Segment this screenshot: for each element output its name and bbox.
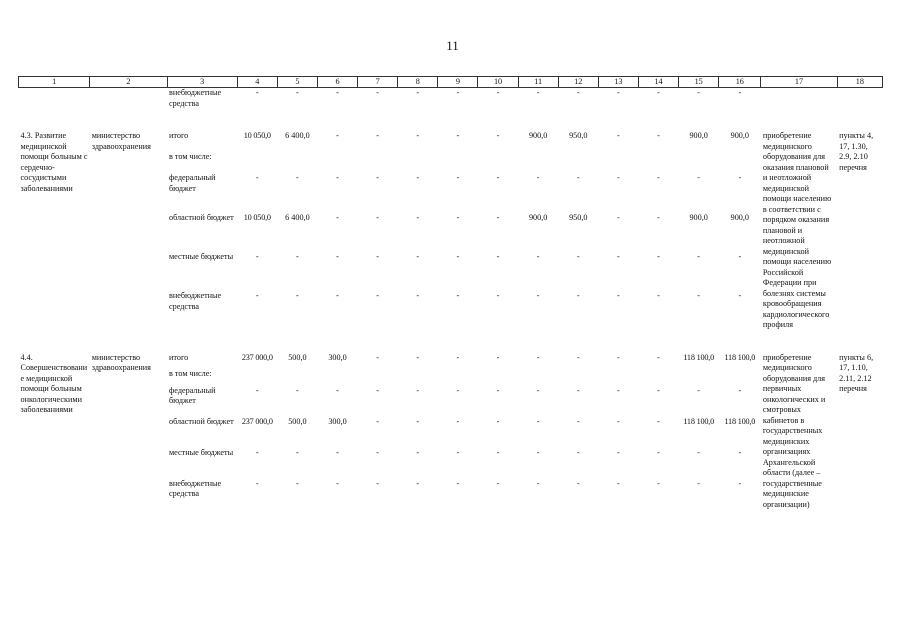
funding-source-label: федеральный бюджет: [169, 385, 216, 406]
value-cell: -: [496, 478, 500, 488]
value-cell: 900,0: [730, 212, 750, 222]
value-cell: -: [657, 173, 660, 183]
value-cell: -: [336, 212, 339, 222]
column-number-cell: 11: [518, 77, 558, 88]
value-cell: -: [416, 131, 420, 140]
funding-source-label: федеральный бюджет: [169, 173, 216, 193]
value-cell: -: [416, 291, 420, 301]
value-cell: -: [296, 251, 299, 261]
value-cell: -: [536, 88, 540, 97]
value-cell: -: [496, 212, 500, 222]
value-cell: -: [536, 416, 540, 426]
value-cell: [358, 152, 398, 173]
value-cell: -: [296, 88, 299, 97]
funding-source-label: областной бюджет: [169, 416, 234, 426]
value-cell: -: [496, 352, 500, 362]
value-cell: -: [456, 447, 460, 457]
column-number-row: [19, 77, 883, 88]
budget-row: [19, 131, 883, 152]
value-cell: -: [576, 385, 580, 395]
executor: министерство здравоохранения: [91, 352, 151, 372]
empty-cell: [19, 88, 90, 110]
spacer-row: [19, 109, 883, 131]
page-number: 11: [446, 38, 459, 53]
value-cell: -: [336, 173, 339, 183]
funding-source-label: местные бюджеты: [169, 251, 234, 261]
value-cell: [558, 369, 598, 386]
value-cell: -: [617, 131, 620, 140]
value-cell: -: [496, 447, 500, 457]
funding-source-label: внебюджетные средства: [169, 291, 222, 311]
value-cell: -: [376, 291, 380, 301]
column-number-cell: 12: [558, 77, 598, 88]
empty-cell: [761, 88, 837, 110]
value-cell: -: [697, 447, 701, 457]
value-cell: -: [376, 447, 380, 457]
value-cell: -: [255, 251, 259, 261]
value-cell: -: [456, 251, 460, 261]
column-number-cell: 9: [438, 77, 478, 88]
related-items: пункты 4, 17, 1.30, 2.9, 2.10 перечня: [839, 131, 874, 172]
value-cell: 950,0: [569, 212, 588, 222]
value-cell: -: [536, 291, 540, 301]
value-cell: -: [617, 212, 620, 222]
value-cell: -: [657, 352, 660, 362]
value-cell: 900,0: [730, 131, 750, 140]
funding-source-label: итого: [169, 131, 189, 140]
expected-result: приобретение медицинского оборудования для первичных онкологических и смотровых кабинетов в государственных медицинских организациях Архангельской области (далее – государственные медицинские организации): [762, 352, 826, 509]
value-cell: [237, 152, 277, 173]
funding-source-label: в том числе:: [169, 152, 212, 162]
value-cell: [398, 152, 438, 173]
value-cell: -: [617, 251, 620, 261]
value-cell: -: [416, 478, 420, 488]
value-cell: -: [697, 291, 701, 301]
column-number-cell: 8: [398, 77, 438, 88]
column-number-cell: 1: [19, 77, 90, 88]
budget-table: [18, 76, 883, 510]
value-cell: -: [456, 385, 460, 395]
value-cell: -: [536, 478, 540, 488]
column-number-cell: 13: [598, 77, 638, 88]
value-cell: -: [496, 291, 500, 301]
value-cell: 118 100,0: [683, 416, 714, 426]
value-cell: -: [657, 88, 660, 97]
value-cell: -: [576, 478, 580, 488]
value-cell: -: [456, 212, 460, 222]
value-cell: -: [336, 88, 339, 97]
value-cell: 900,0: [689, 131, 708, 140]
value-cell: -: [657, 416, 660, 426]
value-cell: -: [738, 385, 742, 395]
column-number-cell: 7: [358, 77, 398, 88]
value-cell: [598, 369, 638, 386]
funding-source-label: в том числе:: [169, 369, 212, 379]
value-cell: -: [456, 352, 460, 362]
value-cell: -: [738, 478, 742, 488]
value-cell: -: [738, 88, 742, 97]
value-cell: -: [456, 478, 460, 488]
value-cell: -: [336, 385, 339, 395]
value-cell: -: [416, 416, 420, 426]
value-cell: [317, 152, 357, 173]
value-cell: 950,0: [569, 131, 588, 140]
value-cell: -: [657, 212, 660, 222]
value-cell: [398, 369, 438, 386]
value-cell: 500,0: [288, 416, 307, 426]
value-cell: [478, 369, 518, 386]
empty-cell: [90, 88, 167, 110]
event-name: 4.3. Развитие медицинской помощи больным с сердечно-сосудистыми заболеваниями: [20, 131, 88, 193]
value-cell: -: [416, 88, 420, 97]
value-cell: -: [576, 251, 580, 261]
value-cell: [598, 152, 638, 173]
value-cell: -: [536, 352, 540, 362]
value-cell: [638, 152, 678, 173]
value-cell: 237 000,0: [241, 352, 273, 362]
value-cell: -: [657, 478, 660, 488]
value-cell: -: [296, 447, 299, 457]
value-cell: -: [496, 385, 500, 395]
value-cell: -: [496, 131, 500, 140]
value-cell: 118 100,0: [724, 416, 756, 426]
value-cell: -: [336, 478, 339, 488]
value-cell: 300,0: [328, 416, 347, 426]
value-cell: -: [657, 447, 660, 457]
value-cell: 6 400,0: [285, 212, 310, 222]
empty-cell: [837, 88, 882, 110]
value-cell: [478, 152, 518, 173]
value-cell: -: [296, 291, 299, 301]
value-cell: -: [456, 88, 460, 97]
value-cell: [679, 369, 719, 386]
value-cell: -: [657, 251, 660, 261]
value-cell: -: [738, 251, 742, 261]
column-number-cell: 4: [237, 77, 277, 88]
value-cell: -: [376, 173, 380, 183]
value-cell: 118 100,0: [724, 352, 756, 362]
value-cell: -: [617, 416, 620, 426]
value-cell: [719, 152, 761, 173]
column-number-cell: 10: [478, 77, 518, 88]
value-cell: 118 100,0: [683, 352, 714, 362]
value-cell: -: [697, 385, 701, 395]
value-cell: -: [536, 173, 540, 183]
executor: министерство здравоохранения: [91, 131, 151, 151]
value-cell: -: [576, 291, 580, 301]
value-cell: 237 000,0: [241, 416, 273, 426]
column-number-cell: 14: [638, 77, 678, 88]
value-cell: -: [697, 173, 701, 183]
value-cell: -: [536, 385, 540, 395]
value-cell: -: [456, 131, 460, 140]
value-cell: 6 400,0: [285, 131, 310, 140]
value-cell: [438, 369, 478, 386]
value-cell: [277, 369, 317, 386]
value-cell: -: [738, 447, 742, 457]
funding-source-label: местные бюджеты: [169, 447, 234, 457]
value-cell: -: [456, 416, 460, 426]
value-cell: -: [496, 251, 500, 261]
value-cell: -: [496, 173, 500, 183]
budget-row: [19, 353, 883, 370]
value-cell: -: [336, 291, 339, 301]
value-cell: -: [657, 131, 660, 140]
value-cell: -: [738, 173, 742, 183]
value-cell: -: [255, 173, 259, 183]
value-cell: -: [697, 478, 701, 488]
value-cell: [638, 369, 678, 386]
funding-source-label: итого: [169, 352, 189, 362]
value-cell: 900,0: [528, 131, 548, 140]
spacer-cell: [19, 109, 883, 131]
related-items: пункты 6, 17, 1.10, 2.11, 2.12 перечня: [839, 352, 874, 393]
value-cell: -: [255, 385, 259, 395]
value-cell: -: [536, 447, 540, 457]
value-cell: -: [376, 88, 380, 97]
funding-source-label: областной бюджет: [169, 212, 234, 222]
value-cell: -: [617, 291, 620, 301]
value-cell: -: [738, 291, 742, 301]
value-cell: -: [576, 173, 580, 183]
value-cell: -: [617, 352, 620, 362]
value-cell: -: [376, 478, 380, 488]
value-cell: -: [336, 131, 339, 140]
column-number-cell: 6: [317, 77, 357, 88]
value-cell: -: [657, 291, 660, 301]
value-cell: -: [617, 447, 620, 457]
value-cell: -: [255, 447, 259, 457]
value-cell: -: [416, 447, 420, 457]
value-cell: -: [697, 251, 701, 261]
value-cell: -: [376, 352, 380, 362]
value-cell: 500,0: [288, 352, 307, 362]
value-cell: [719, 369, 761, 386]
value-cell: [518, 152, 558, 173]
value-cell: -: [296, 478, 299, 488]
funding-source-label: внебюджетные средства: [169, 478, 222, 499]
value-cell: -: [576, 447, 580, 457]
value-cell: -: [376, 131, 380, 140]
value-cell: -: [336, 447, 339, 457]
value-cell: 900,0: [528, 212, 548, 222]
value-cell: -: [617, 173, 620, 183]
value-cell: -: [496, 88, 500, 97]
continuation-row: [19, 88, 883, 110]
column-number-cell: 5: [277, 77, 317, 88]
value-cell: [558, 152, 598, 173]
event-name: 4.4. Совершенствование медицинской помощи больным онкологическими заболеваниями: [20, 352, 88, 414]
value-cell: -: [617, 88, 620, 97]
value-cell: -: [496, 416, 500, 426]
value-cell: [438, 152, 478, 173]
value-cell: -: [576, 88, 580, 97]
value-cell: -: [617, 478, 620, 488]
value-cell: -: [376, 416, 380, 426]
value-cell: -: [456, 291, 460, 301]
value-cell: -: [255, 88, 259, 97]
value-cell: -: [376, 212, 380, 222]
value-cell: -: [697, 88, 701, 97]
value-cell: -: [296, 385, 299, 395]
value-cell: -: [336, 251, 339, 261]
value-cell: -: [255, 478, 259, 488]
value-cell: -: [657, 385, 660, 395]
column-number-cell: 18: [837, 77, 882, 88]
column-number-cell: 16: [719, 77, 761, 88]
value-cell: 300,0: [328, 352, 347, 362]
column-number-cell: 15: [679, 77, 719, 88]
value-cell: [679, 152, 719, 173]
column-number-cell: 3: [167, 77, 237, 88]
value-cell: -: [296, 173, 299, 183]
value-cell: [277, 152, 317, 173]
value-cell: -: [416, 385, 420, 395]
value-cell: -: [376, 385, 380, 395]
expected-result: приобретение медицинского оборудования для оказания плановой и неотложной медицинской помощи населению в соответствии с порядком оказания плановой и неотложной медицинской помощи населению Российской Федерации при болезнях системы кровообращения кардиологического профиля: [762, 131, 832, 329]
value-cell: -: [416, 352, 420, 362]
value-cell: -: [255, 291, 259, 301]
value-cell: -: [416, 251, 420, 261]
funding-source-label: внебюджетные средства: [169, 88, 222, 108]
value-cell: -: [536, 251, 540, 261]
value-cell: -: [576, 416, 580, 426]
value-cell: [237, 369, 277, 386]
value-cell: -: [376, 251, 380, 261]
column-number-cell: 2: [90, 77, 167, 88]
value-cell: -: [416, 173, 420, 183]
value-cell: -: [617, 385, 620, 395]
value-cell: -: [416, 212, 420, 222]
value-cell: [317, 369, 357, 386]
value-cell: [518, 369, 558, 386]
value-cell: 10 050,0: [243, 212, 271, 222]
value-cell: -: [456, 173, 460, 183]
column-number-cell: 17: [761, 77, 837, 88]
value-cell: 10 050,0: [243, 131, 271, 140]
value-cell: 900,0: [689, 212, 708, 222]
value-cell: -: [576, 352, 580, 362]
spacer-row: [19, 331, 883, 353]
spacer-cell: [19, 331, 883, 353]
value-cell: [358, 369, 398, 386]
